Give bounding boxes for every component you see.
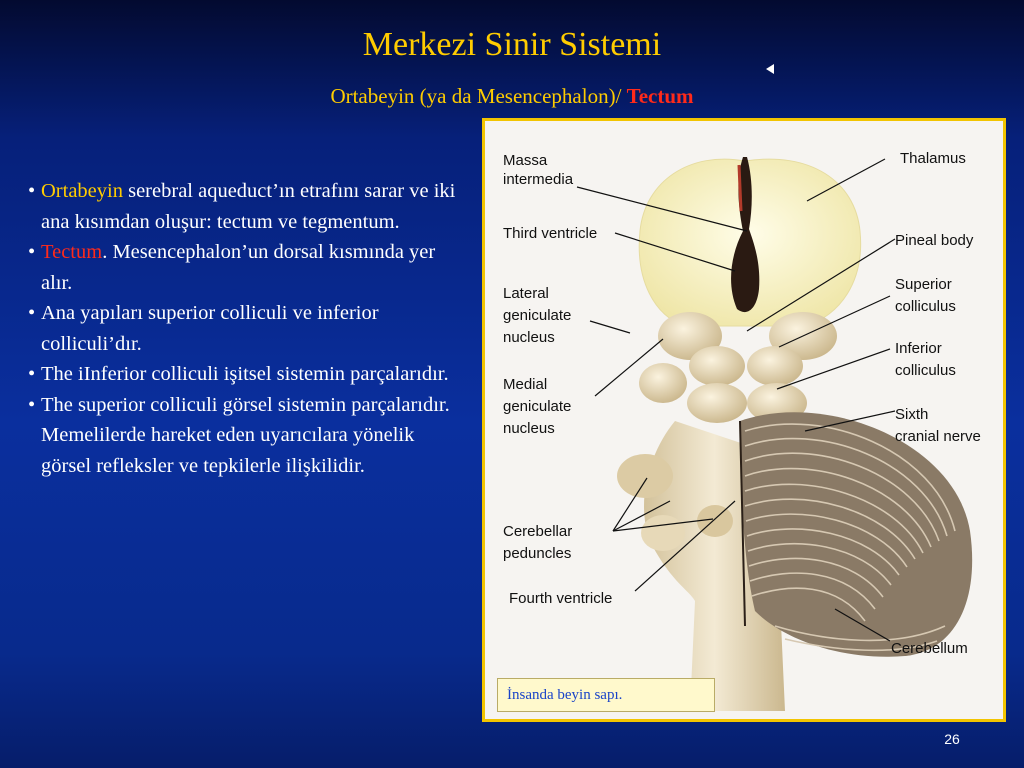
label-superior-colliculus: colliculus [895,298,956,315]
figure-caption: İnsanda beyin sapı. [497,678,715,712]
label-sixth-cranial-nerve: Sixth [895,406,929,423]
bullet-list [28,176,468,481]
triangle-marker-icon [766,64,774,74]
label-massa-intermedia: intermedia [503,171,574,188]
bullet-text: Ana yapıları superior colliculi ve inferior colliculi’dır. [41,302,379,355]
bullet-dot-icon: • [28,180,36,202]
label-sixth-cranial-nerve: cranial nerve [895,428,981,445]
label-superior-colliculus: Superior [895,276,952,293]
bullet-text: serebral aqueduct’ın etrafını sarar ve iki ana kısımdan oluşur: tectum ve tegmentum. [41,180,456,233]
bullet-dot-icon: • [28,302,36,324]
subtitle-highlight: Tectum [626,84,694,108]
label-lateral-geniculate: nucleus [503,329,555,346]
bullet-item [28,298,468,359]
label-cerebellar-peduncles: Cerebellar [503,523,573,540]
superior-colliculus-shape [689,346,745,386]
bullet-text: . Mesencephalon’un dorsal kısmında yer alır. [41,241,436,294]
bullet-item [28,390,468,482]
bullet-item [28,176,468,237]
bullet-item [28,359,468,390]
bullet-text: The superior colliculi görsel sistemin parçalarıdır. Memelilerde hareket eden uyarıcılara yönelik görsel refleksler ve tepkilerle ilişkilidir. [41,393,450,477]
cerebellar-peduncle-shape [617,454,673,498]
slide-title: Merkezi Sinir Sistemi [362,26,662,63]
label-medial-geniculate: Medial [503,376,548,393]
label-thalamus: Thalamus [900,150,966,167]
medial-geniculate-shape [639,363,687,403]
slide-subtitle [0,84,1024,109]
brainstem-figure [482,118,1006,722]
page-number: 26 [944,731,960,747]
bullet-highlight: Ortabeyin [41,180,123,202]
bullet-dot-icon: • [28,241,36,263]
bullet-highlight: Tectum [41,241,103,263]
label-fourth-ventricle: Fourth ventricle [509,590,613,607]
label-inferior-colliculus: colliculus [895,362,956,379]
inferior-colliculus-shape [687,383,747,423]
subtitle-main: Ortabeyin (ya da Mesencephalon)/ [330,84,627,108]
label-cerebellar-peduncles: peduncles [503,545,572,562]
bullet-item [28,237,468,298]
label-massa-intermedia: Massa [503,152,548,169]
bullet-dot-icon: • [28,393,36,416]
brainstem-illustration [485,121,1003,719]
label-lateral-geniculate: Lateral [503,285,549,302]
label-pineal-body: Pineal body [895,232,974,249]
bullet-dot-icon: • [28,363,36,385]
label-cerebellum: Cerebellum [891,640,968,657]
label-medial-geniculate: geniculate [503,398,572,415]
label-lateral-geniculate: geniculate [503,307,572,324]
label-third-ventricle: Third ventricle [503,225,598,242]
label-inferior-colliculus: Inferior [895,340,942,357]
bullet-text: The iInferior colliculi işitsel sistemin parçalarıdır. [41,363,449,385]
label-medial-geniculate: nucleus [503,420,555,437]
